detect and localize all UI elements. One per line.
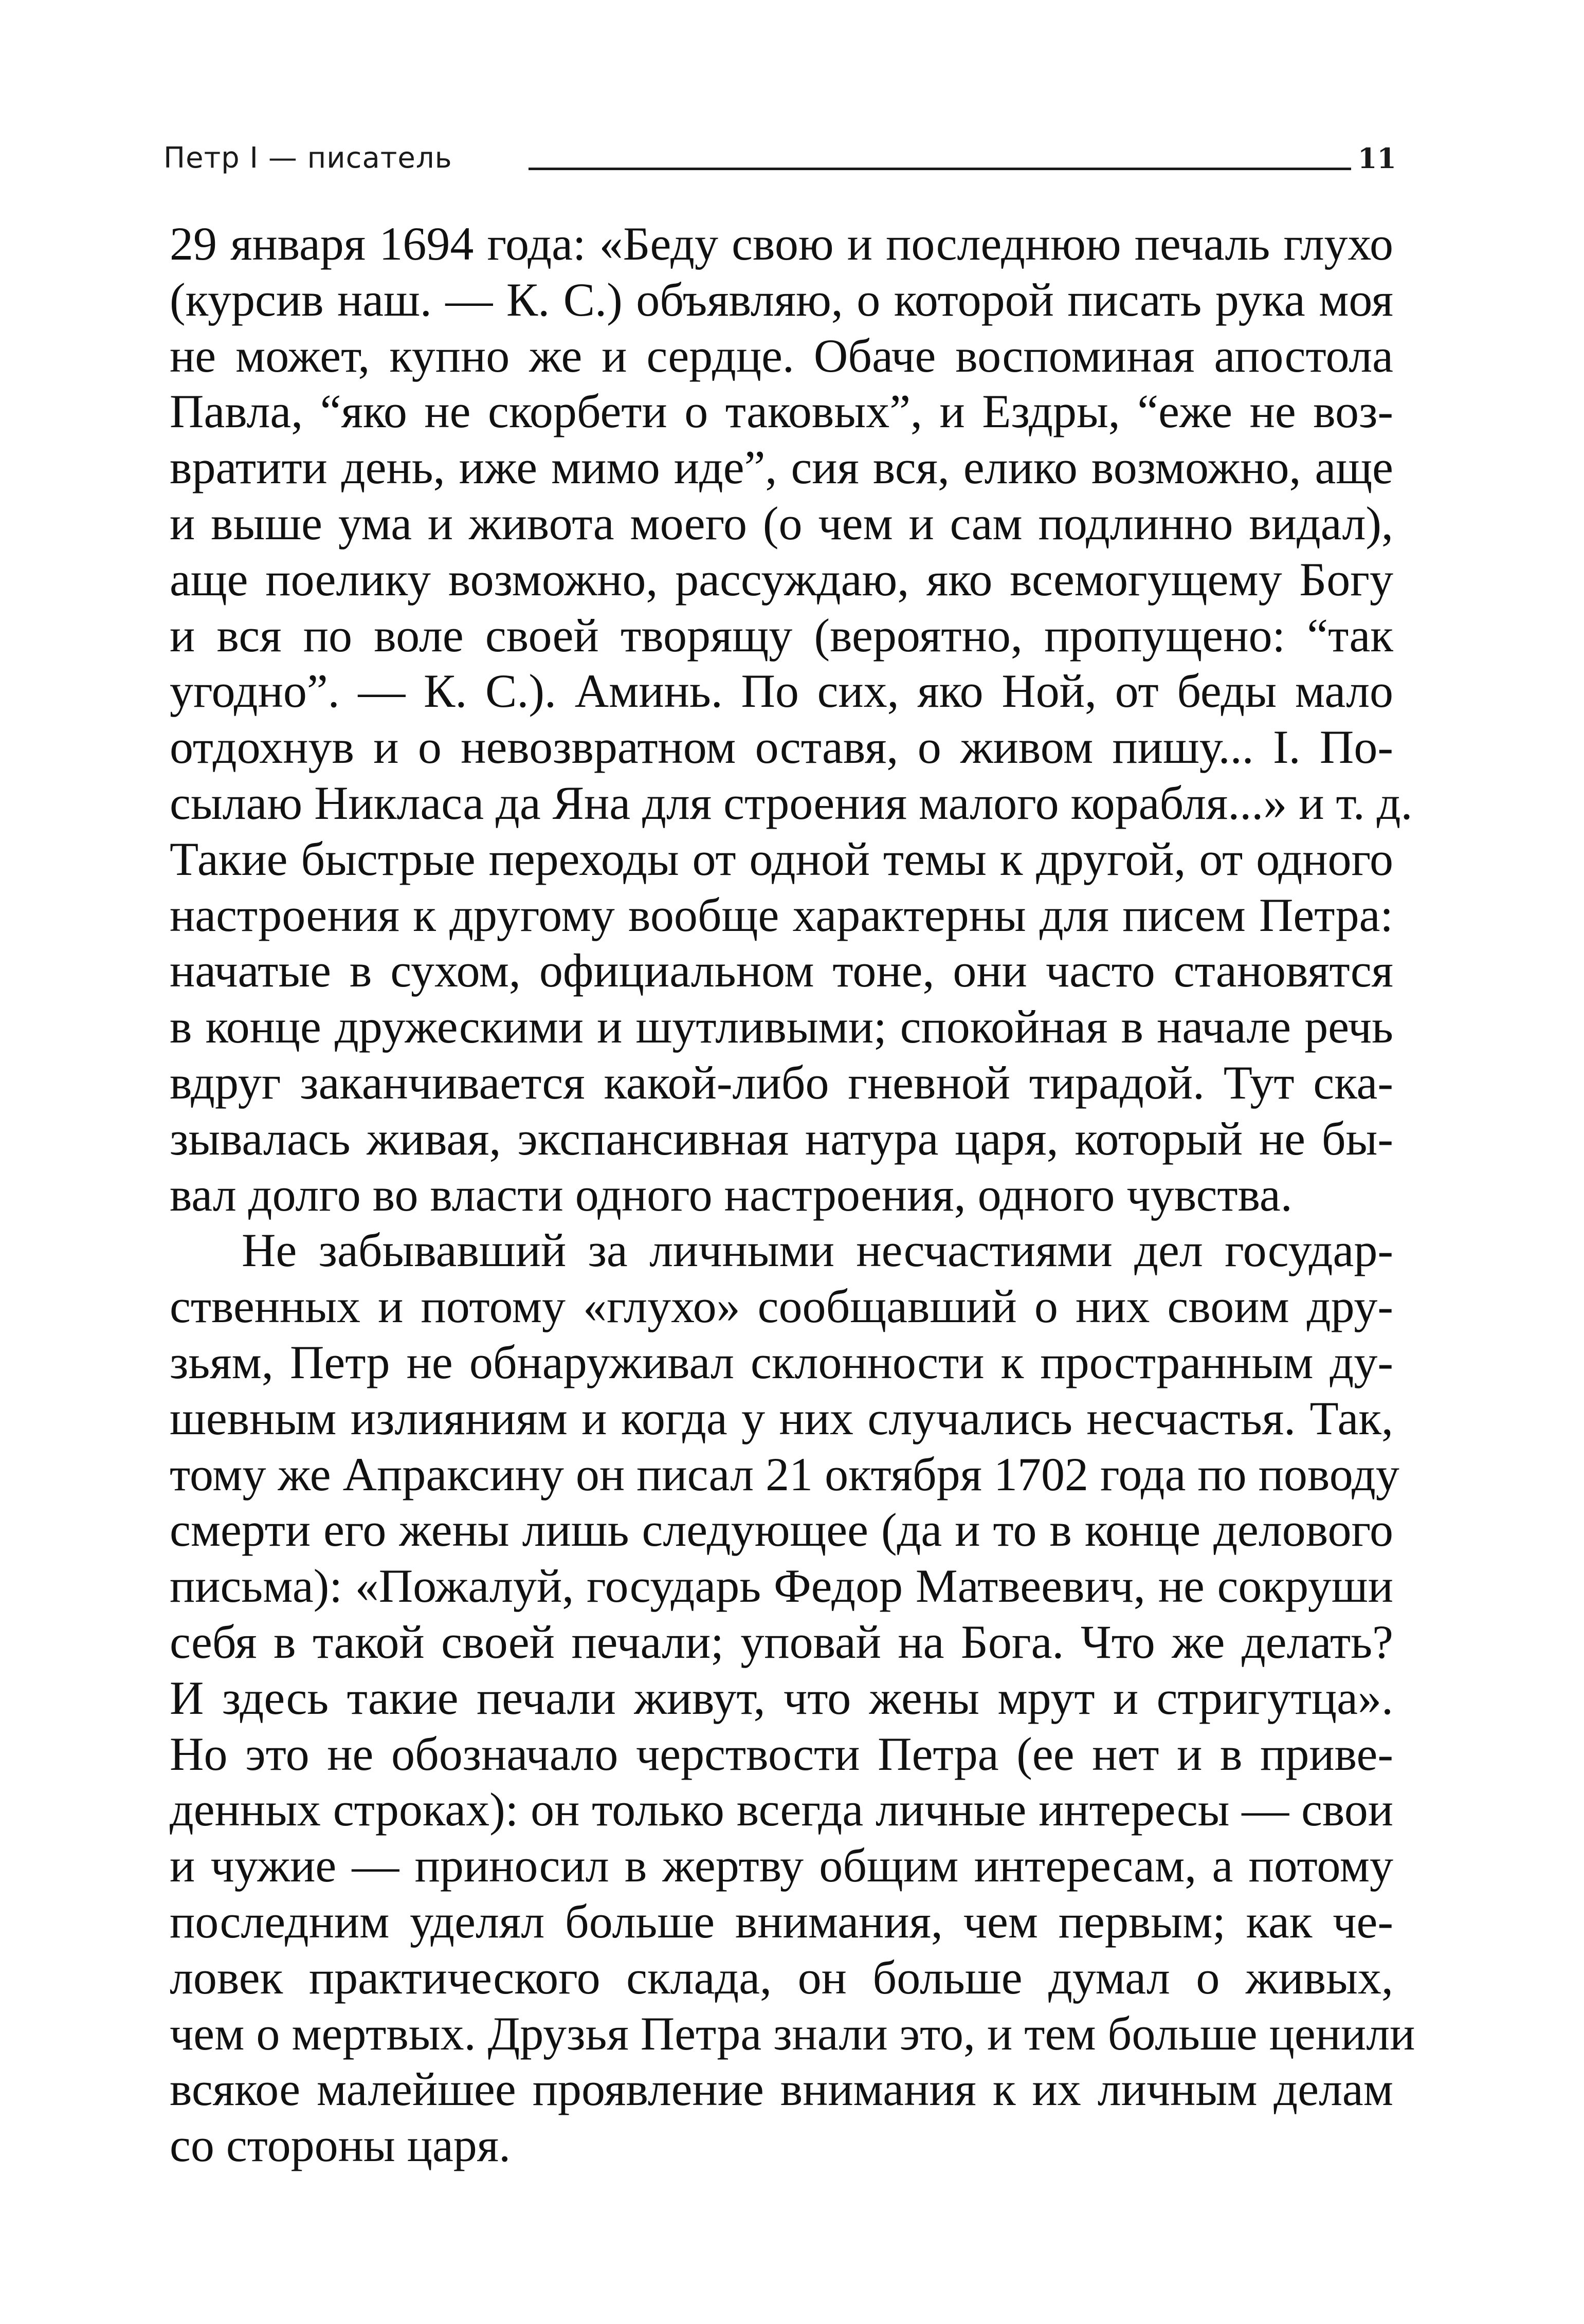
text-line: начатые в сухом, официальном тоне, они часто становятся	[170, 944, 1393, 997]
text-line: зывалась живая, экспансивная натура царя, который не бы-	[170, 1112, 1393, 1165]
paragraph-first-line: Не забывавший за личными несчастиями дел государ-	[242, 1224, 1393, 1277]
body-text	[170, 216, 1415, 2173]
text-line: И здесь такие печали живут, что жены мрут и стригутца».	[170, 1671, 1393, 1724]
text-line: угодно”. — К. С.). Аминь. По сих, яко Ной, от беды мало	[170, 665, 1393, 718]
text-line: отдохнув и о невозвратном оставя, о живом пишу... I. По-	[170, 721, 1393, 774]
text-line: денных строках): он только всегда личные интересы — свои	[170, 1783, 1393, 1836]
text-line: (курсив наш. — К. С.) объявляю, о которой писать рука моя	[170, 273, 1393, 326]
text-line: 29 января 1694 года: «Беду свою и последнюю печаль глухо	[170, 217, 1393, 270]
text-line: всякое малейшее проявление внимания к их личным делам	[170, 2063, 1393, 2116]
text-line: ловек практического склада, он больше думал о живых,	[170, 1951, 1393, 2004]
text-line: вдруг заканчивается какой-либо гневной тирадой. Тут ска-	[170, 1056, 1393, 1109]
text-line: зьям, Петр не обнаруживал склонности к пространным ду-	[170, 1335, 1393, 1388]
text-line: аще поелику возможно, рассуждаю, яко всемогущему Богу	[170, 553, 1393, 606]
text-line: сылаю Никласа да Яна для строения малого корабля...» и т. д.	[170, 776, 1413, 829]
text-line: письма): «Пожалуй, государь Федор Матвеевич, не сокруши	[170, 1560, 1393, 1613]
paragraph-last-line: со стороны царя.	[170, 2119, 511, 2172]
text-line: Такие быстрые переходы от одной темы к другой, от одного	[170, 832, 1393, 885]
text-line: чем о мертвых. Друзья Петра знали это, и тем больше ценили	[170, 2007, 1415, 2060]
text-line: Павла, “яко не скорбети о таковых”, и Ездры, “еже не воз-	[170, 385, 1393, 438]
text-line: и чужие — приносил в жертву общим интересам, а потому	[170, 1839, 1393, 1892]
text-line: смерти его жены лишь следующее (да и то в конце делового	[170, 1504, 1393, 1557]
text-line: шевным излияниям и когда у них случались несчастья. Так,	[170, 1392, 1393, 1444]
text-line: настроения к другому вообще характерны для писем Петра:	[170, 888, 1393, 941]
text-line: Но это не обозначало черствости Петра (ее нет и в приве-	[170, 1727, 1393, 1780]
text-line: в конце дружескими и шутливыми; спокойная в начале речь	[170, 1000, 1393, 1053]
text-line: себя в такой своей печали; уповай на Бога. Что же делать?	[170, 1615, 1393, 1668]
page-header	[163, 138, 1396, 179]
text-line: и выше ума и живота моего (о чем и сам подлинно видал),	[170, 497, 1393, 550]
paragraph-last-line: вал долго во власти одного настроения, одного чувства.	[170, 1168, 1292, 1221]
running-title: Петр I — писатель	[163, 141, 452, 175]
page-number: 11	[1357, 142, 1396, 175]
text-line: последним уделял больше внимания, чем первым; как че-	[170, 1895, 1393, 1948]
text-line: ственных и потому «глухо» сообщавший о них своим дру-	[170, 1280, 1393, 1333]
text-line: вратити день, иже мимо иде”, сия вся, елико возможно, аще	[170, 441, 1393, 494]
header-rule	[529, 168, 1351, 170]
text-line: тому же Апраксину он писал 21 октября 1702 года по поводу	[170, 1448, 1399, 1500]
text-line: и вся по воле своей творящу (вероятно, пропущено: “так	[170, 609, 1393, 662]
text-line: не может, купно же и сердце. Обаче воспоминая апостола	[170, 329, 1393, 382]
